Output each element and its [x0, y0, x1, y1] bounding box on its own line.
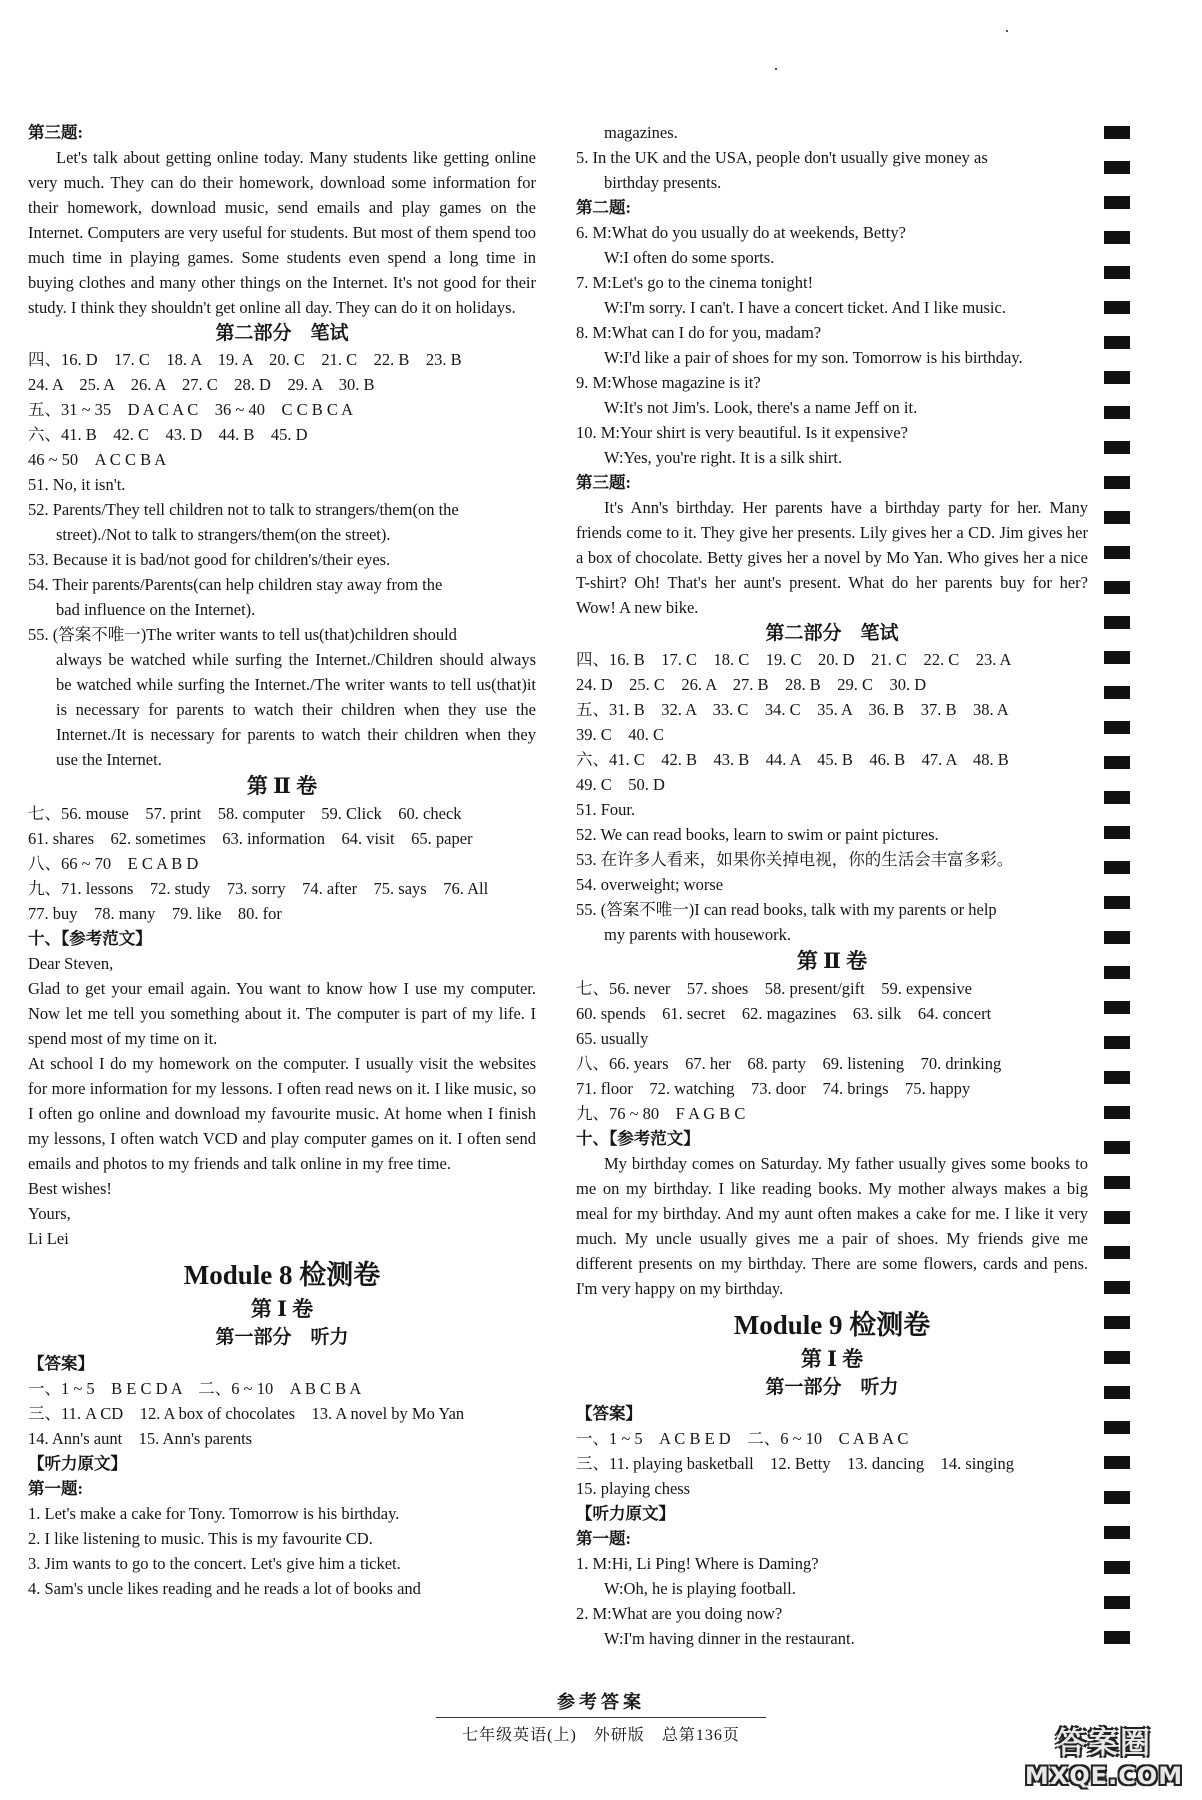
- answer-line: my parents with housework.: [604, 925, 791, 944]
- edge-tab-mark: [1104, 301, 1130, 314]
- answer-line: 55. (答案不唯一)The writer wants to tell us(that)children should: [28, 625, 457, 644]
- dialogue-line: 6. M:What do you usually do at weekends, Betty?: [576, 223, 906, 242]
- section-title: 第三题:: [28, 123, 83, 142]
- edge-tab-mark: [1104, 1491, 1130, 1504]
- edge-tab-mark: [1104, 476, 1130, 489]
- edge-tab-mark: [1104, 1036, 1130, 1049]
- answer-line: 54. Their parents/Parents(can help children stay away from the: [28, 575, 443, 594]
- edge-tab-mark: [1104, 931, 1130, 944]
- edge-tab-mark: [1104, 721, 1130, 734]
- answer-line: 39. C 40. C: [576, 725, 665, 744]
- edge-tab-mark: [1104, 1141, 1130, 1154]
- answer-line: 四、16. D 17. C 18. A 19. A 20. C 21. C 22. B 23. B: [28, 350, 462, 369]
- essay-paragraph: At school I do my homework on the computer. I usually visit the websites for more information for my lessons. I often read news on it. I like music, so I often go online and download my favourite music. At home when I finish my lessons, I often watch VCD and play computer games on it. I often send emails and photos to my friends and talk online in my free time.: [28, 1054, 536, 1173]
- answer-line: 14. Ann's aunt 15. Ann's parents: [28, 1429, 253, 1448]
- dialogue-line: 9. M:Whose magazine is it?: [576, 373, 761, 392]
- transcript-line: 1. Let's make a cake for Tony. Tomorrow is his birthday.: [28, 1504, 400, 1523]
- edge-tab-mark: [1104, 196, 1130, 209]
- essay-closing: Yours,: [28, 1204, 71, 1223]
- answer-line: 51. No, it isn't.: [28, 475, 126, 494]
- essay-signature: Li Lei: [28, 1229, 69, 1248]
- dialogue-line: W:Yes, you're right. It is a silk shirt.: [604, 448, 843, 467]
- dialogue-line: W:It's not Jim's. Look, there's a name Jeff on it.: [604, 398, 918, 417]
- transcript-line: birthday presents.: [604, 173, 722, 192]
- answer-line: 一、1 ~ 5 B E C D A 二、6 ~ 10 A B C B A: [28, 1379, 362, 1398]
- edge-tab-mark: [1104, 1421, 1130, 1434]
- edge-tab-mark: [1104, 511, 1130, 524]
- scan-speck: [775, 68, 777, 70]
- edge-tab-mark: [1104, 1176, 1130, 1189]
- edge-tab-mark: [1104, 1631, 1130, 1644]
- section-title: 第二题:: [576, 198, 631, 217]
- edge-tab-mark: [1104, 1001, 1130, 1014]
- edge-tab-mark: [1104, 336, 1130, 349]
- edge-tab-mark: [1104, 791, 1130, 804]
- edge-tab-mark: [1104, 1456, 1130, 1469]
- edge-tab-mark: [1104, 686, 1130, 699]
- footer-info: 七年级英语(上) 外研版 总第136页: [462, 1727, 740, 1744]
- dialogue-line: W:I often do some sports.: [604, 248, 775, 267]
- dialogue-line: W:Oh, he is playing football.: [604, 1579, 796, 1598]
- part-heading: 第一部分 听力: [765, 1377, 899, 1398]
- essay-closing: Best wishes!: [28, 1179, 112, 1198]
- dialogue-line: 2. M:What are you doing now?: [576, 1604, 783, 1623]
- answer-line: 四、16. B 17. C 18. C 19. C 20. D 21. C 22. C 23. A: [576, 650, 1012, 669]
- dialogue-line: 10. M:Your shirt is very beautiful. Is it expensive?: [576, 423, 908, 442]
- answer-line: bad influence on the Internet).: [56, 600, 256, 619]
- answer-line: 24. A 25. A 26. A 27. C 28. D 29. A 30. B: [28, 375, 375, 394]
- edge-tab-mark: [1104, 1281, 1130, 1294]
- listening-passage: It's Ann's birthday. Her parents have a birthday party for her. Many friends come to it. They give her presents. Lily gives her a CD. Jim gives her a box of chocolate. Betty gives her a novel by Mo Yan. Who gives her a nice T-shirt? Oh! That's her aunt's present. What do her parents buy for her? Wow! A new bike.: [576, 498, 1088, 617]
- answer-line: 八、66 ~ 70 E C A B D: [28, 854, 199, 873]
- edge-tab-mark: [1104, 861, 1130, 874]
- answer-line: 52. Parents/They tell children not to talk to strangers/them(on the: [28, 500, 459, 519]
- transcript-label: 【听力原文】: [28, 1454, 127, 1473]
- answers-label: 【答案】: [576, 1404, 642, 1423]
- answer-line: 51. Four.: [576, 800, 636, 819]
- answer-line: 三、11. playing basketball 12. Betty 13. dancing 14. singing: [576, 1454, 1014, 1473]
- edge-tab-mark: [1104, 1106, 1130, 1119]
- edge-tab-mark: [1104, 546, 1130, 559]
- answer-line: 15. playing chess: [576, 1479, 691, 1498]
- volume-heading: 第 Ⅰ 卷: [800, 1347, 864, 1371]
- transcript-line: 4. Sam's uncle likes reading and he reads a lot of books and: [28, 1579, 421, 1598]
- answer-line: 46 ~ 50 A C C B A: [28, 450, 167, 469]
- edge-tab-mark: [1104, 441, 1130, 454]
- part-heading: 第二部分 笔试: [765, 623, 899, 644]
- edge-tab-mark: [1104, 371, 1130, 384]
- answers-label: 【答案】: [28, 1354, 94, 1373]
- right-column: [576, 120, 1088, 1651]
- edge-tab-mark: [1104, 896, 1130, 909]
- edge-tab-mark: [1104, 1596, 1130, 1609]
- essay-paragraph: Glad to get your email again. You want to know how I use my computer. Now let me tell you something about it. The computer is part of my life. I spend most of my time on it.: [28, 979, 536, 1048]
- dialogue-line: 8. M:What can I do for you, madam?: [576, 323, 822, 342]
- dialogue-line: W:I'd like a pair of shoes for my son. Tomorrow is his birthday.: [604, 348, 1023, 367]
- edge-tab-mark: [1104, 966, 1130, 979]
- edge-tab-mark: [1104, 826, 1130, 839]
- answer-line: 71. floor 72. watching 73. door 74. brings 75. happy: [576, 1079, 971, 1098]
- edge-tab-mark: [1104, 1246, 1130, 1259]
- answer-line: 三、11. A CD 12. A box of chocolates 13. A novel by Mo Yan: [28, 1404, 465, 1423]
- volume-heading: 第 Ⅱ 卷: [246, 774, 318, 798]
- edge-tab-mark: [1104, 406, 1130, 419]
- edge-tab-mark: [1104, 1386, 1130, 1399]
- answer-line: 61. shares 62. sometimes 63. information 64. visit 65. paper: [28, 829, 473, 848]
- answer-line: 九、76 ~ 80 F A G B C: [576, 1104, 746, 1123]
- transcript-line: 3. Jim wants to go to the concert. Let's give him a ticket.: [28, 1554, 401, 1573]
- watermark-logo: [1014, 1718, 1194, 1796]
- answer-paragraph: always be watched while surfing the Internet./Children should always be watched while surfing the Internet./The writer wants to tell us(that)it is necessary for parents to watch their children when they use the Internet./It is necessary for parents to watch their children when they use the Internet.: [56, 650, 536, 769]
- answer-line: 65. usually: [576, 1029, 649, 1048]
- edge-tab-mark: [1104, 231, 1130, 244]
- dialogue-line: 1. M:Hi, Li Ping! Where is Daming?: [576, 1554, 819, 1573]
- part-heading: 第一部分 听力: [215, 1327, 349, 1348]
- dialogue-line: 7. M:Let's go to the cinema tonight!: [576, 273, 814, 292]
- section-title: 第三题:: [576, 473, 631, 492]
- answer-line: 七、56. mouse 57. print 58. computer 59. Click 60. check: [28, 804, 462, 823]
- essay-title: 十、【参考范文】: [28, 929, 152, 948]
- edge-tab-mark: [1104, 126, 1130, 139]
- scan-speck: [1006, 30, 1008, 32]
- essay-greeting: Dear Steven,: [28, 954, 114, 973]
- answer-line: 七、56. never 57. shoes 58. present/gift 59. expensive: [576, 979, 972, 998]
- answer-line: 77. buy 78. many 79. like 80. for: [28, 904, 282, 923]
- answer-line: 53. Because it is bad/not good for children's/their eyes.: [28, 550, 391, 569]
- answer-line: 六、41. B 42. C 43. D 44. B 45. D: [28, 425, 308, 444]
- answer-line: 53. 在许多人看来，如果你关掉电视，你的生活会丰富多彩。: [576, 850, 1014, 869]
- edge-tab-mark: [1104, 1526, 1130, 1539]
- volume-heading: 第 Ⅱ 卷: [796, 949, 868, 973]
- edge-tab-mark: [1104, 651, 1130, 664]
- edge-tab-mark: [1104, 1316, 1130, 1329]
- edge-tab-mark: [1104, 616, 1130, 629]
- watermark-text: 答案圈: [1056, 1726, 1152, 1761]
- transcript-line: 5. In the UK and the USA, people don't usually give money as: [576, 148, 988, 167]
- edge-tab-mark: [1104, 581, 1130, 594]
- footer-title: 参考答案: [557, 1692, 645, 1712]
- answer-line: 49. C 50. D: [576, 775, 665, 794]
- answer-line: 60. spends 61. secret 62. magazines 63. silk 64. concert: [576, 1004, 992, 1023]
- answer-line: 五、31 ~ 35 D A C A C 36 ~ 40 C C B C A: [28, 400, 353, 419]
- answer-line: street)./Not to talk to strangers/them(on the street).: [56, 525, 391, 544]
- answer-line: 55. (答案不唯一)I can read books, talk with my parents or help: [576, 900, 997, 919]
- transcript-label: 【听力原文】: [576, 1504, 675, 1523]
- transcript-line: 2. I like listening to music. This is my favourite CD.: [28, 1529, 373, 1548]
- essay-title: 十、【参考范文】: [576, 1129, 700, 1148]
- edge-tab-mark: [1104, 1351, 1130, 1364]
- section-title: 第一题:: [576, 1529, 631, 1548]
- answer-line: 52. We can read books, learn to swim or paint pictures.: [576, 825, 939, 844]
- answer-line: 54. overweight; worse: [576, 875, 724, 894]
- edge-tab-mark: [1104, 266, 1130, 279]
- edge-tab-mark: [1104, 756, 1130, 769]
- answer-line: 六、41. C 42. B 43. B 44. A 45. B 46. B 47. A 48. B: [576, 750, 1009, 769]
- answer-line: 八、66. years 67. her 68. party 69. listening 70. drinking: [576, 1054, 1002, 1073]
- part-heading: 第二部分 笔试: [215, 323, 349, 344]
- left-column: [28, 120, 536, 1601]
- footer-divider: [436, 1717, 766, 1718]
- volume-heading: 第 Ⅰ 卷: [250, 1297, 314, 1321]
- module-title: Module 9 检测卷: [733, 1310, 931, 1340]
- answer-line: 24. D 25. C 26. A 27. B 28. B 29. C 30. D: [576, 675, 927, 694]
- section-title: 第一题:: [28, 1479, 83, 1498]
- edge-tab-mark: [1104, 1071, 1130, 1084]
- edge-tab-marks: [1104, 126, 1132, 1666]
- answer-line: 五、31. B 32. A 33. C 34. C 35. A 36. B 37. B 38. A: [576, 700, 1009, 719]
- answer-line: 九、71. lessons 72. study 73. sorry 74. after 75. says 76. All: [28, 879, 489, 898]
- answer-line: 一、1 ~ 5 A C B E D 二、6 ~ 10 C A B A C: [576, 1429, 909, 1448]
- module-title: Module 8 检测卷: [183, 1260, 381, 1290]
- watermark-url: MXQE.COM: [1024, 1762, 1184, 1790]
- listening-passage: Let's talk about getting online today. Many students like getting online very much. They can do their homework, download some information for their homework, download music, send emails and play games on the Internet. Computers are very useful for students. But most of them spend too much time in playing games. Some students even spend a long time in buying clothes and many other things on the Internet. It's not good for their study. I think they shouldn't get online all day. They can do it on holidays.: [28, 148, 536, 317]
- essay-paragraph: My birthday comes on Saturday. My father usually gives some books to me on my birthday. I like reading books. My mother always makes a big meal for my birthday. And my aunt often makes a cake for me. I like it very much. My uncle usually gives me a pair of shoes. My friends give me different presents on my birthday. There are some flowers, cards and pens. I'm very happy on my birthday.: [576, 1154, 1088, 1298]
- dialogue-line: W:I'm sorry. I can't. I have a concert ticket. And I like music.: [604, 298, 1006, 317]
- dialogue-line: W:I'm having dinner in the restaurant.: [604, 1629, 855, 1648]
- transcript-line: magazines.: [604, 123, 678, 142]
- edge-tab-mark: [1104, 161, 1130, 174]
- edge-tab-mark: [1104, 1211, 1130, 1224]
- edge-tab-mark: [1104, 1561, 1130, 1574]
